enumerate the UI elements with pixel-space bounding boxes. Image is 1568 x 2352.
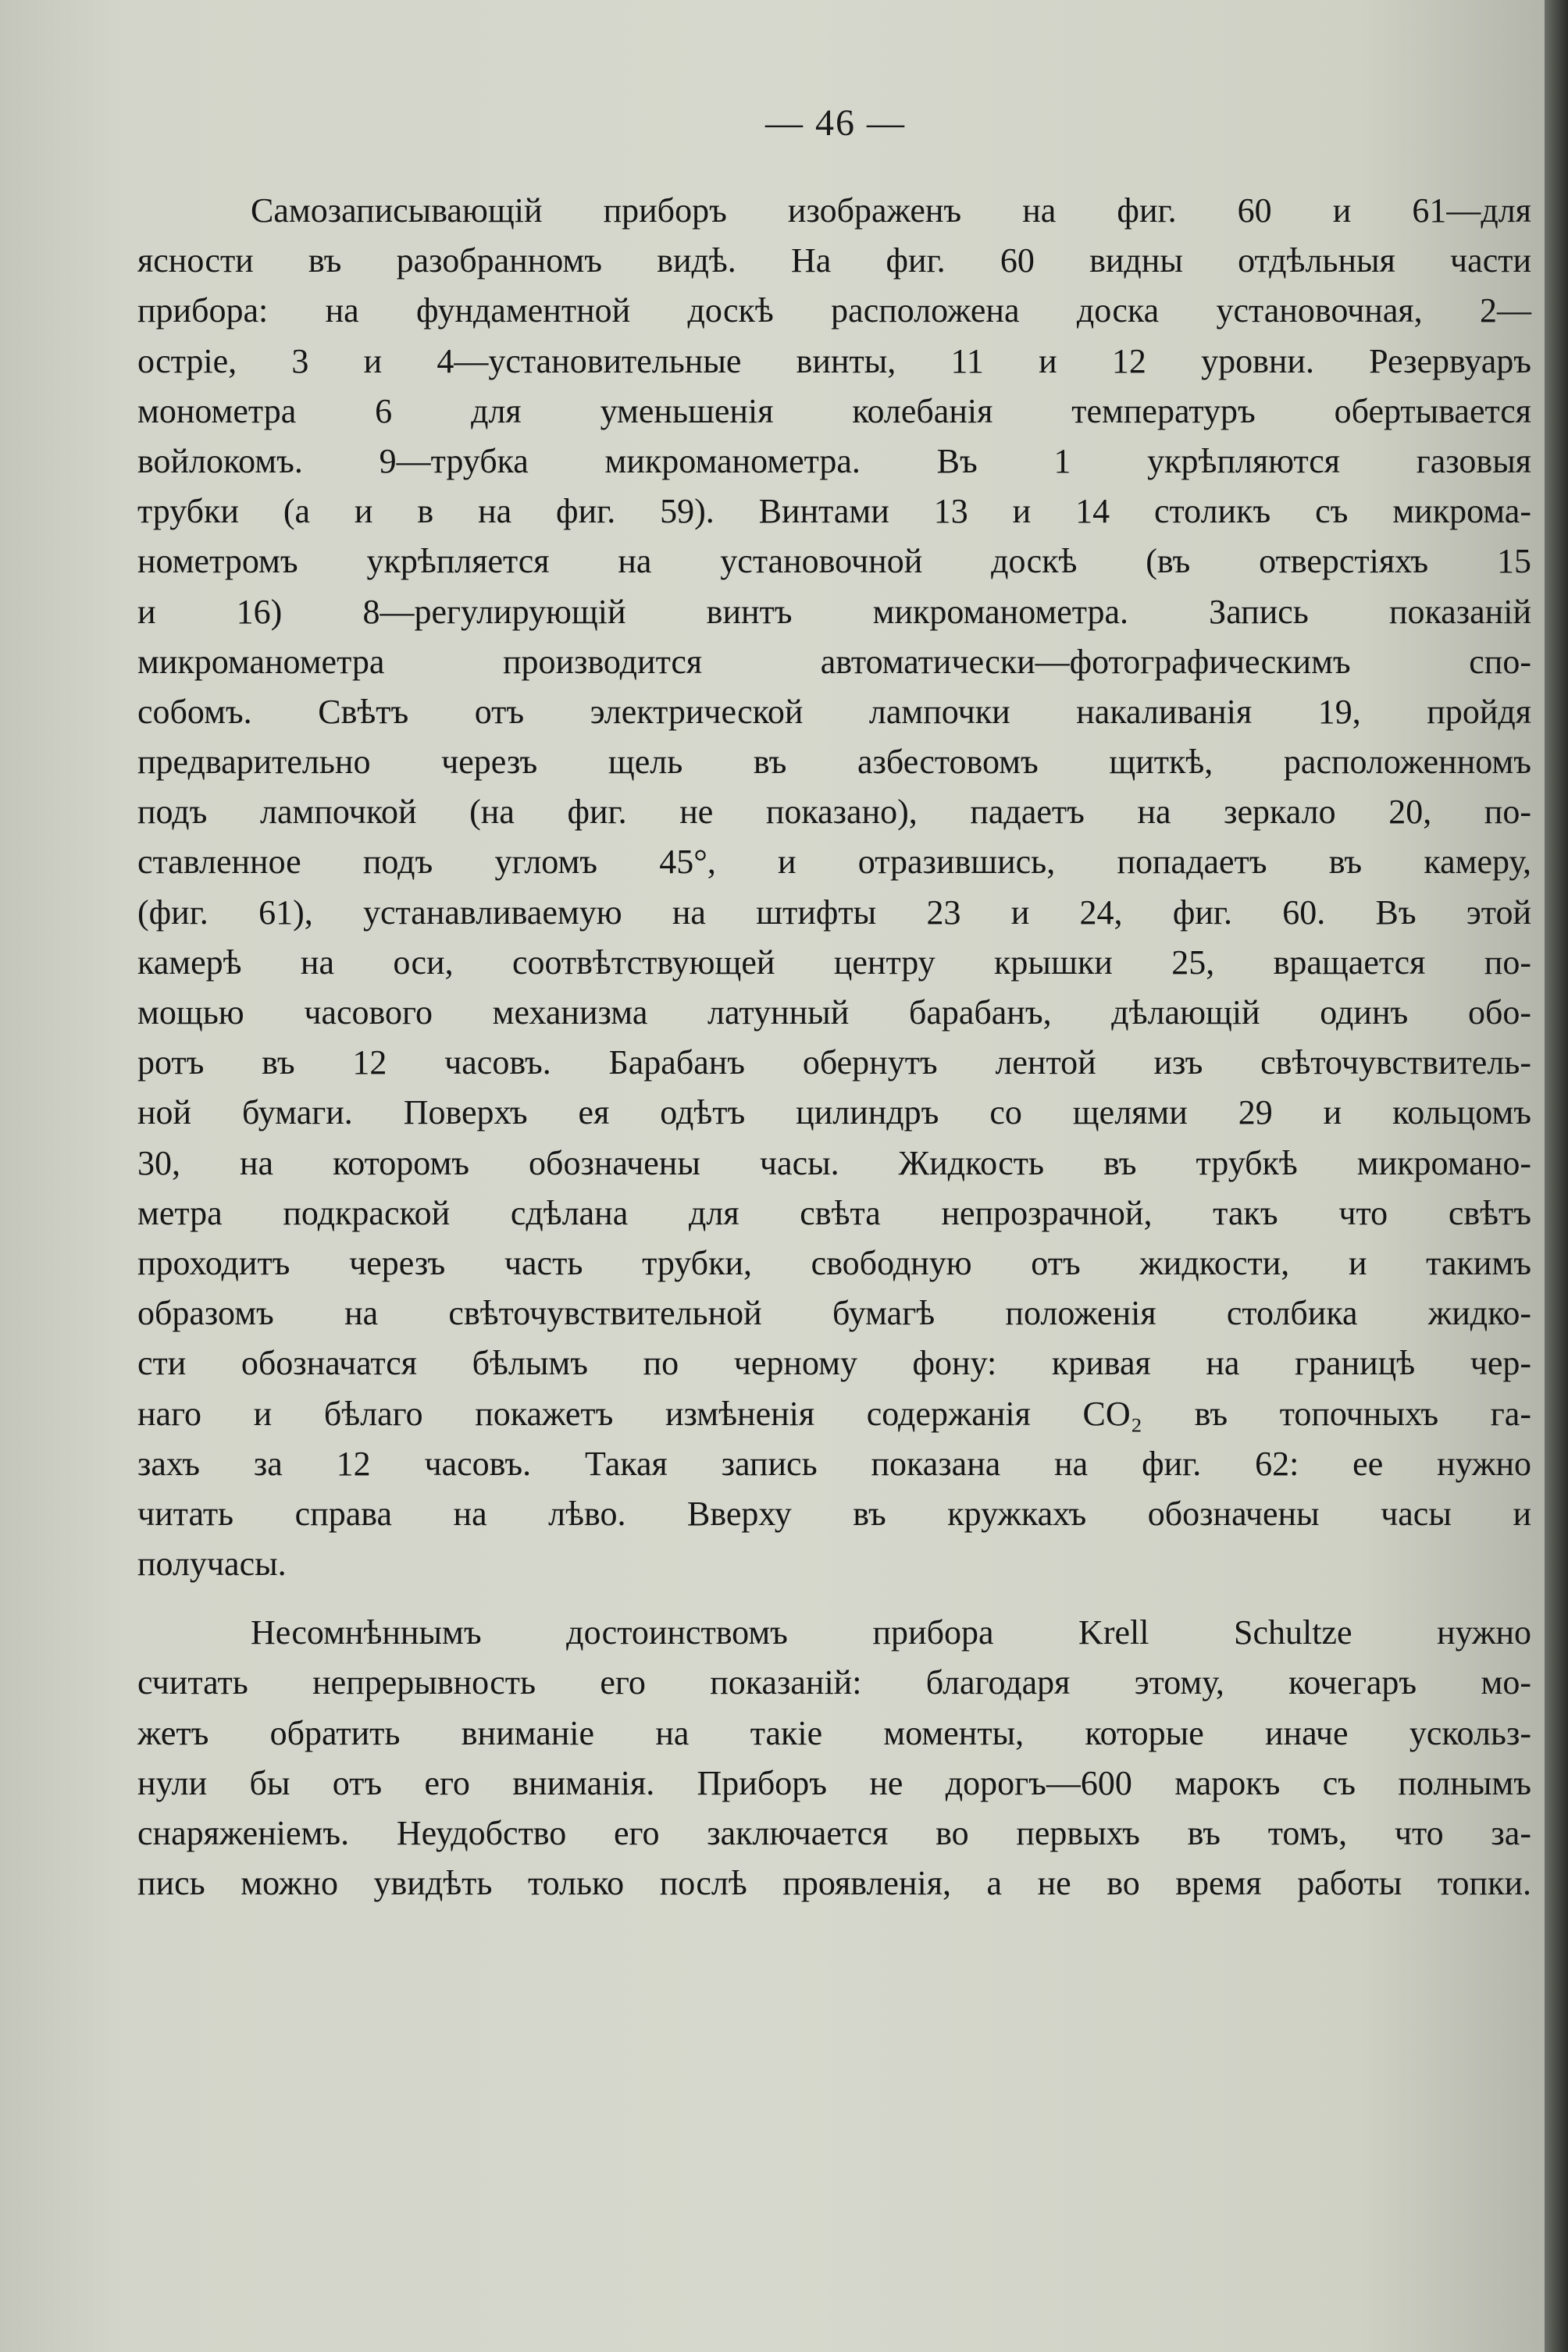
text-line: мощью часового механизма латунный барабанъ, дѣлающій одинъ обо- bbox=[137, 993, 1531, 1032]
text-line: трубки (а и в на фиг. 59). Винтами 13 и 14 столикъ съ микрома- bbox=[137, 492, 1531, 531]
text-line: и 16) 8—регулирующій винтъ микроманометра. Запись показаній bbox=[137, 592, 1531, 631]
text-line: Самозаписывающій приборъ изображенъ на фиг. 60 и 61—для bbox=[251, 191, 1531, 230]
text-line: камерѣ на оси, соотвѣтствующей центру крышки 25, вращается по- bbox=[137, 943, 1531, 982]
text-line: остріе, 3 и 4—установительные винты, 11 и 12 уровни. Резервуаръ bbox=[137, 341, 1531, 380]
text-line: захъ за 12 часовъ. Такая запись показана на фиг. 62: ее нужно bbox=[137, 1444, 1531, 1483]
text-line: нометромъ укрѣпляется на установочной доскѣ (въ отверстіяхъ 15 bbox=[137, 542, 1531, 581]
text-line: снаряженіемъ. Неудобство его заключается во первыхъ въ томъ, что за- bbox=[137, 1814, 1531, 1852]
text-line: образомъ на свѣточувствительной бумагѣ положенія столбика жидко- bbox=[137, 1294, 1531, 1333]
text-line: (фиг. 61), устанавливаемую на штифты 23 и 24, фиг. 60. Въ этой bbox=[137, 893, 1531, 932]
text-line: монометра 6 для уменьшенія колебанія температуръ обертывается bbox=[137, 391, 1531, 430]
text-line: получасы. bbox=[137, 1545, 287, 1584]
body-text bbox=[137, 186, 1531, 1908]
text-line: ротъ въ 12 часовъ. Барабанъ обернутъ лентой изъ свѣточувствитель- bbox=[137, 1043, 1531, 1082]
text-line: 30, на которомъ обозначены часы. Жидкость въ трубкѣ микромано- bbox=[137, 1143, 1531, 1182]
text-line: ставленное подъ угломъ 45°, и отразившись, попадаетъ въ камеру, bbox=[137, 843, 1531, 882]
book-gutter bbox=[1545, 0, 1568, 2352]
text-line: предварительно черезъ щель въ азбестовомъ щиткѣ, расположенномъ bbox=[137, 743, 1531, 782]
text-line: подъ лампочкой (на фиг. не показано), падаетъ на зеркало 20, по- bbox=[137, 793, 1531, 832]
text-line: нули бы отъ его вниманія. Приборъ не дорогъ—600 марокъ съ полнымъ bbox=[137, 1763, 1531, 1802]
text-line: ной бумаги. Поверхъ ея одѣтъ цилиндръ со щелями 29 и кольцомъ bbox=[137, 1093, 1531, 1132]
page-number: — 46 — bbox=[765, 102, 906, 144]
text-line: пись можно увидѣть только послѣ проявленія, а не во время работы топки. bbox=[137, 1864, 1531, 1903]
text-line: жетъ обратить вниманіе на такіе моменты, которые иначе ускольз- bbox=[137, 1713, 1531, 1752]
text-line: читать справа на лѣво. Вверху въ кружкахъ обозначены часы и bbox=[137, 1494, 1531, 1533]
text-line: наго и бѣлаго покажетъ измѣненія содержанія CO₂ въ топочныхъ га- bbox=[137, 1394, 1531, 1433]
text-line: собомъ. Свѣтъ отъ электрической лампочки накаливанія 19, пройдя bbox=[137, 692, 1531, 731]
text-line: микроманометра производится автоматически—фотографическимъ спо- bbox=[137, 642, 1531, 681]
text-line: считать непрерывность его показаній: благодаря этому, кочегаръ мо- bbox=[137, 1663, 1531, 1702]
text-line: ясности въ разобранномъ видѣ. На фиг. 60 видны отдѣльныя части bbox=[137, 241, 1531, 280]
text-line: метра подкраской сдѣлана для свѣта непрозрачной, такъ что свѣтъ bbox=[137, 1193, 1531, 1232]
text-line: Несомнѣннымъ достоинствомъ прибора Krell Schultze нужно bbox=[251, 1613, 1531, 1652]
text-line: сти обозначатся бѣлымъ по черному фону: кривая на границѣ чер- bbox=[137, 1344, 1531, 1383]
text-line: войлокомъ. 9—трубка микроманометра. Въ 1 укрѣпляются газовыя bbox=[137, 441, 1531, 480]
text-line: проходитъ черезъ часть трубки, свободную отъ жидкости, и такимъ bbox=[137, 1243, 1531, 1282]
text-line: прибора: на фундаментной доскѣ расположена доска установочная, 2— bbox=[137, 291, 1531, 330]
